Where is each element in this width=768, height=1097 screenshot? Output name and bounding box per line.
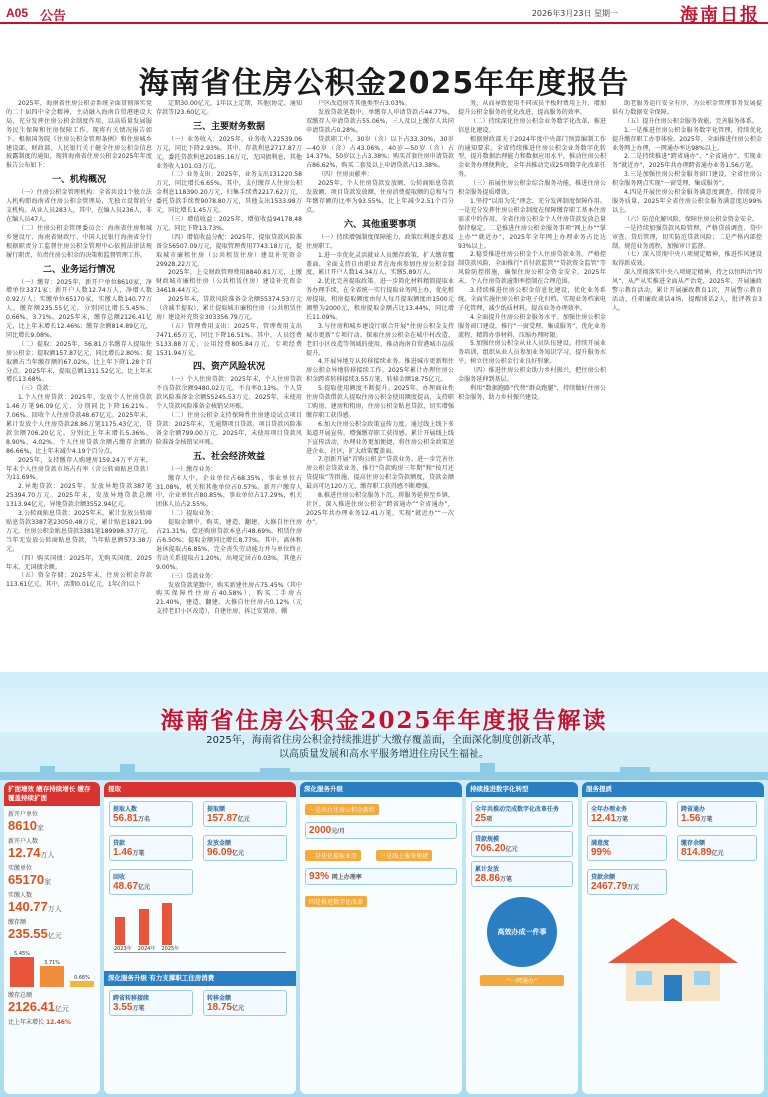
paragraph: 深入贯彻落实中央八项规定精神，持之以恒纠治“四风”，从严从实推进全面从严治党，2025年，开展廉政警示教育活动，累计开展廉政教育1次，开展警示教育活动，任职廉政谈话4场，提醒谈话2人，批评教育3人。	[612, 269, 762, 312]
article-column-1	[6, 100, 152, 670]
stat-label: 新开户人数	[8, 838, 39, 845]
stat-box: 满意度 99%	[587, 835, 667, 861]
section-heading: 四、资产风险状况	[192, 362, 265, 373]
paragraph: （二）提取：2025年，56.81万名缴存人提取住房公积金；提取额157.87亿元，同比增长2.80%；提取额占当年缴存额的67.02%，比上年下降1.28个百分点。2025年末，提取总额1311.52亿元，比上年末增长13.68%。	[6, 340, 152, 384]
paragraph: 3.持续推进住房公积金信息化建设，优化业务系统。全面实施住房公积金电子化归档，实现业务档案电子化管理，减少纸质材料，提高业务办理效率。	[458, 287, 606, 312]
panel-digital	[466, 782, 578, 1094]
stat-box: 缴存余额 814.89亿元	[677, 835, 757, 861]
stat-box: 跨省转移接续 3.55万笔	[109, 990, 193, 1016]
paragraph: （一）业务收入：2025年，业务收入22539.06万元，同比下降2.93%。其中，存款利息2717.87万元，委托贷款利息20185.16万元，无国债利息，其他业务收入101.03万元。	[156, 135, 302, 170]
page-header	[0, 0, 768, 24]
panel-heading: 扩面增效 缴存持续增长 缴存覆盖持续扩面	[4, 782, 100, 806]
paragraph: （二）住房公积金支持保障性住房建设试点项目贷款：2025年末，无逾期项目贷款。项目贷款风险准备金余额799.00万元。2025年，未使用项目贷款风险准备金核销呆坏账。	[156, 412, 302, 446]
paragraph: 2.异地贷款：2025年，发放异地贷款387笔25394.70万元。2025年末，发放异地贷款总额1313.94亿元，异地贷款余额3552.94亿元。	[6, 483, 152, 509]
stat-box: 发放金额 96.09亿元	[203, 835, 287, 861]
paragraph: 1.个人住房贷款：2025年，发放个人住房贷款1.46万笔96.09亿元，分别同比下降16.21%、7.06%。回收个人住房贷款48.67亿元。2025年末，累计发放个人住房贷款28.86万笔1175.43亿元，贷款余额706.20亿元，分别比上年末增长5.36%、8.90%、4.02%。个人住房贷款余额占缴存余额的86.66%，比上年末减少4.19个百分点。	[6, 394, 152, 455]
stat-label: 实缴单位	[8, 865, 33, 872]
paragraph: 利用“数据跑路”代替“群众跑腿”，持续做好住房公积金服务，助力乡村振兴建设。	[458, 385, 606, 401]
bar-label: 2025年	[161, 946, 180, 952]
service-seal: 高效办成一件事	[487, 897, 557, 967]
stat-box: 回收 48.67亿元	[109, 869, 193, 895]
paragraph: 2.优化完善提取政策。进一步简化材料精简提取业务办理手续，在全省统一实行提取业务网上办，优化租房提取，租房提取额度由每人每月提取额度由1500元调整为2000元，租房提取金额占比13.44%，同比增长11.09%。	[306, 278, 454, 321]
section-heading: 五、社会经济效益	[192, 451, 265, 462]
stat-box: 全年共推动完成数字化改革任务 25项	[471, 801, 573, 827]
stat-label: 实缴人数	[8, 892, 33, 899]
stat-value: 235.55亿元	[8, 926, 62, 941]
stat-box: 2000元/月	[305, 822, 457, 839]
bar-label: 2024年	[137, 946, 156, 952]
bar-label: 3.71%	[44, 960, 60, 966]
paragraph: 1.进一步优化灵活就业人员缴存政策，扩大缴存覆盖面，全面支持自由职业者在海南参加住房公积金制度，累计开户人数14.34万人，实缴5.89万人。	[306, 251, 454, 277]
paragraph: 7.创新开展“首购公积金”贷款业务。进一步完善住房公积金贷款业务，推行“贷款购房三年期”和“按月还贷提取”等措施，提高住房公积金贷款额度，贷款金额最高可达120万元，缴存职工获得感不断增强。	[306, 456, 454, 491]
stat-value: 12.74万人	[8, 845, 55, 860]
paragraph: 8.推进住房公积金服务下沉。将服务延伸至乡镇、社区，深入推进住房公积金“跨省通办”“全省通办”，2025年共办理业务12.41万笔，实现“就近办”“一次办”。	[306, 492, 454, 526]
paragraph: 3.公转商贴息贷款：2025年末，累计发放公转商贴息贷款3387笔23050.48万元，累计贴息1821.99万元。住房公积金贴息贷款3381笔189998.37万元，当年无发放公转商贴息贷款，当年贴息额573.38万元。	[6, 510, 152, 553]
section-name: 公告	[40, 9, 67, 24]
paragraph: 4.全面提升住房公积金服务水平。加强住房公积金服务窗口建设，推行“一窗受理、集成服务”，优化业务流程，精简办事材料，压缩办理时限。	[458, 313, 606, 339]
item-tag: “一网通办”	[480, 975, 564, 986]
paragraph: （四）推进住房公积金助力乡村振兴，把住房公积金服务延伸到基层。	[458, 367, 606, 384]
paragraph: （一）缴存业务：	[168, 465, 217, 473]
bar	[40, 966, 64, 987]
paragraph: 定期30.00亿元，1年以上定期，其他(协定、通知存款等)23.60亿元。	[156, 100, 302, 116]
growth-bars	[10, 947, 94, 987]
paragraph: 1.坚持“以用为先”理念，充分发挥制度保障作用。一是充分发挥住房公积金制度在保障缴存职工基本住房需求中的作用，全省住房公积金个人住房贷款发放总量保持稳定。二是推进住房公积金服务事项“网上办”“掌上办”“就近办”，2025年全年网上办理业务占比达93%以上。	[458, 197, 606, 250]
stat-value: 65170家	[8, 872, 52, 887]
stat-value: 2126.41亿元	[8, 999, 69, 1014]
paragraph: （三）拓展住房公积金综合服务功能，推进住房公积金服务提质增效。	[458, 180, 606, 197]
article-column-5	[612, 100, 762, 670]
subtitle-line-2: 以高质量发展和高水平服务增进住房民生福祉。	[279, 749, 489, 760]
paragraph: 3.三是加强住房公积金服务窗口建设，全省住房公积金服务网点实现“一窗受理、集成服务”。	[612, 171, 762, 188]
item-tag: 四是推进数字化改革	[305, 896, 367, 907]
stat-label: 比上年末增长 12.46%	[8, 1019, 71, 1026]
bar	[139, 909, 149, 945]
paragraph: 发放贷款笔数中，购买新建住房占75.45%（其中购买保障性住房占40.58%），购买二手房占21.40%，建造、翻建、大修自住住房占0.12%（元支持老旧小区改造），自建住房、拆迁安置房、棚	[156, 581, 302, 616]
paragraph: （三）贷款业务：	[168, 572, 217, 580]
stat-value: 140.77万人	[8, 899, 62, 914]
paragraph: （二）持续深化住房公积金业务数字化改革，推进信息化建设。	[458, 117, 606, 134]
infographic-title: 海南省住房公积金2025年年度报告解读	[160, 707, 608, 734]
article-column-2	[156, 100, 302, 670]
paragraph: 2025年末，贷款风险准备金余额55374.53万元（含减半提取），累计提取城市廉租住房（公共租赁住房）建设补充资金303356.79万元。	[156, 296, 302, 321]
bar-label: 0.66%	[74, 975, 90, 981]
paragraph: （二）住房公积金管理委员会：海南省住房和城乡建设厅、海南省财政厅、中国人民银行海南省分行根据职责分工监督住房公积金管理中心依照法律法规履行职责，负责住房公积金的决策和监督管理工作。	[6, 224, 152, 259]
paragraph: 6.加大住房公积金政策宣传力度。通过线上线下多渠道开展宣传，增强缴存职工获得感。累计开展线上线下宣传活动，办理业务更加便捷，将住房公积金政策送进企业、社区，扩大政策覆盖面。	[306, 420, 454, 455]
paragraph: 2025年，上交财政管理费用8840.81万元，上缴财政城市廉租住房（公共租赁住房）建设补充资金34618.44万元。	[156, 269, 302, 295]
paragraph: （五）资金存储：2025年末，住房公积金存款113.61亿元。其中，活期0.01亿元，1年(含)以下	[6, 572, 152, 589]
stat-value: 8610家	[8, 818, 44, 833]
paragraph: 2025年，个人住房贷款发放额、公转商贴息贷款发放额、项目贷款发放额、住房消费提取额的总和与当年缴存额的比率为93.55%，比上年减少2.51个百分点。	[306, 180, 454, 214]
paragraph: （一）住房公积金管理机构：全省共设1个独立法人机构即海南省住房公积金管理局，无独立设置的分支机构。从业人员283人，其中，在编人员236人，非在编人员47人。	[6, 189, 152, 223]
city-skyline-icon	[0, 760, 768, 780]
paragraph: （四）购买国债：2025年，无购买国债。2025年末，无国债余额。	[6, 554, 152, 571]
paragraph: 贷款职工中，30岁（含）以下占33.30%，30岁—40岁（含）占43.06%，40岁—50岁（含）占14.37%，50岁以上占3.38%；购买首套住房申请贷款占86.62%，购买二套及以上申请贷款占13.38%。	[306, 135, 454, 170]
stat-box: 贷款规模 706.20亿元	[471, 831, 573, 857]
infographic	[0, 672, 768, 1097]
paragraph: 5.加强住房公积金从业人员队伍建设。持续开展业务培训，组织从业人员参加业务知识学习，提升服务水平，树立住房公积金行业良好形象。	[458, 340, 606, 366]
bar-label: 2023年	[114, 946, 132, 952]
bar-label: 5.45%	[14, 951, 30, 957]
paragraph: 提取金额中，购买、建造、翻建、大修自住住房占21.31%，偿还购房贷款本息占48.69%，租赁住房占6.50%；提取金额同比增长8.77%，其中，离休和退休提取占6.85%，完全丧失劳动能力并与单位终止劳动关系提取占1.20%，出境定居占0.03%，其他占9.00%。	[156, 519, 302, 571]
panel-quality	[582, 782, 764, 1094]
paragraph: （三）贷款：	[18, 385, 55, 393]
stat-box: 转移金额 18.75亿元	[203, 990, 287, 1016]
stat-box: 全年办理业务 12.41万笔	[587, 801, 667, 827]
item-tag: 一是出台住房公积金新政	[305, 804, 379, 815]
paragraph: （二）提取业务：	[168, 510, 217, 518]
paragraph: 助老服务运行安全有序，为公积金管理事务发展提供有力数据安全保障。	[612, 100, 762, 116]
stat-box: 累计发放 28.86万笔	[471, 861, 573, 887]
stat-label: 缴存额	[8, 919, 27, 926]
paragraph: （五）管理费用支出：2025年，管理费用支出7471.65万元，同比下降16.51%。其中，人员经费5133.88万元，公用经费805.84万元，专项经费1531.94万元。	[156, 322, 302, 357]
panel-heading: 提取	[104, 782, 296, 797]
house-icon	[598, 913, 748, 1003]
stat-box: 跨省通办 1.56万笔	[677, 801, 757, 827]
newspaper-logo: 海南日报	[680, 5, 760, 26]
panel-service	[300, 782, 462, 1094]
paragraph: （二）业务支出：2025年，业务支出131220.58万元，同比增长6.65%。其中，支付缴存人住房公积金利息118390.20万元，归集手续费2217.62万元，委托贷款手续费9078.80万元，其他支出1533.98万元，同比增长1.45万元。	[156, 171, 302, 215]
article-column-3	[306, 100, 454, 670]
bar	[115, 917, 125, 945]
panel-heading: 服务提质	[582, 782, 764, 797]
year-bar-chart	[114, 903, 286, 953]
subtitle-line-1: 2025年，海南省住房公积金持续推进扩大缴存覆盖面，全面深化制度创新改革，	[206, 735, 562, 746]
paragraph: （六）防范化解风险，保障住房公积金资金安全。	[624, 215, 759, 223]
paragraph: 发放贷款笔数中，单缴存人申请贷款占44.77%，双缴存人申请贷款占55.06%，三人及以上缴存人共同申请贷款占0.28%。	[306, 108, 454, 134]
item-tag: 二是优化提取业务	[305, 850, 361, 861]
stat-label: 新开户单位	[8, 811, 39, 818]
stat-box: 提取人数 56.81万名	[109, 801, 193, 827]
stat-box: 贷款 1.46万笔	[109, 835, 193, 861]
section-heading: 二、业务运行情况	[42, 264, 115, 275]
paragraph: 2025年，支持缴存人购建房159.24万平方米，年末个人住房贷款市场占有率（含公转商贴息贷款）为11.69%。	[6, 456, 152, 482]
stat-box: 提取额 157.87亿元	[203, 801, 287, 827]
panel-heading: 持续推进数字化转型	[466, 782, 578, 797]
paragraph: （七）深入贯彻中央八项规定精神，推进作风建设取得新成效。	[612, 251, 762, 268]
panel-heading: 深化服务升级	[300, 782, 462, 797]
paragraph: （四）增值收益分配：2025年，提取贷款风险准备金56507.09万元，提取管理费用7743.18万元，提取城市廉租住房（公共租赁住房）建设补充资金29928.22万元。	[156, 233, 302, 268]
paragraph: 4.开展异地互认转移接续业务。推进城市更新和住房公积金异地转移接续工作。2025年累计办理住房公积金跨省转移接续3.55万笔，转移金额18.75亿元。	[306, 358, 454, 384]
paragraph: （一）缴存：2025年，新开户单位8610家，净增单位3371家；新开户人数12.74万人，净增人数0.92万人；实缴单位65170家，实缴人数140.77万人，缴存额235.55亿元，分别同比增长5.45%、0.66%、3.71%。2025年末，缴存总额2126.41亿元，比上年末增长12.46%；缴存余额814.89亿元，同比增长9.08%。	[6, 278, 152, 339]
section-heading: 六、其他重要事项	[343, 219, 416, 230]
stat-label: 缴存总额	[8, 992, 33, 999]
paragraph: 缴存人中，企业单位占68.35%，事业单位占31.08%，机关和其他单位占0.57%。新开户缴存人中，企业单位占80.85%，事业单位占17.29%，机关团体人员占2.55%。	[156, 474, 302, 509]
bar	[162, 903, 172, 945]
paragraph: 1.一是推进住房公积金服务数字化管理，持续优化提升缴存职工办事体验。2025年，全面推进住房公积金业务网上办理，一网通办率达98%以上。	[612, 126, 762, 152]
paragraph: 3.与住房和城乡建设厅联合开展“住房公积金支持城市更新”专项行动。探索住房公积金在城中村改造、老旧小区改造等领域的使用，推动海南自贸港城市品质提升。	[306, 322, 454, 357]
paragraph: 2.稳妥推进住房公积金个人住房贷款业务。严格控制贷款风险，全面推行“首付款监管”“贷款资金监管”等风险防控措施，确保住房公积金资金安全。2025年末，个人住房贷款逾期率控制在合理范围。	[458, 251, 606, 286]
paragraph: （一）持续增强制度保障能力，政策红利逐步惠及住房职工。	[306, 233, 454, 250]
paragraph: 务，从而导致使用不同成员平板时费用上升，增加提升公积金服务的优化改进，提高服务的效率。	[458, 100, 606, 116]
paragraph: 根据财政部关于2024年度中央部门预算编制工作的通知要求，全省持续推进住房公积金业务数字化转型，提升数据治理能力和数据应用水平，推动住房公积金业务办理便利化，全年共推动完成25项数字化改革任务。	[458, 135, 606, 179]
paragraph: 一是持续加强贷款风险管理，严格贷前调查、贷中审查、贷后管理，切实防范贷款风险；二是严格内部控制，规范业务流程，加强审计监督。	[612, 224, 762, 250]
report-title: 海南省住房公积金2025年年度报告	[138, 66, 630, 101]
paragraph: 户区改造房等其他类型占3.03%。	[318, 100, 411, 107]
paragraph: （一）个人住房贷款：2025年末，个人住房贷款不良贷款余额9480.02万元，不良率0.13%。个人贷款风险准备金余额55245.53万元。2025年，未使用个人贷款风险准备金核销呆坏账。	[156, 376, 302, 411]
panel-deposit	[4, 782, 100, 1094]
panel-withdraw-loan	[104, 782, 296, 1094]
paragraph: （四）住房贡献率：	[318, 171, 373, 179]
bar	[70, 981, 94, 987]
stat-box: 贷款余额 2467.79万元	[587, 869, 667, 895]
paragraph: 5.提取使用额度不断提升。2025年，办理商业性住房贷款借款人提取住房公积金使用额度提高，支持职工购房、建房和租房，住房公积金贴息贷款，切实增强缴存职工获得感。	[306, 385, 454, 419]
article-column-4	[458, 100, 606, 670]
paragraph: 4.四是开展住房公积金服务满意度调查，持续提升服务质量，2025年全省住房公积金服务满意度达99%以上。	[612, 189, 762, 214]
paragraph: （五）提升住房公积金服务效能，完善服务体系。	[624, 117, 759, 125]
paragraph: 2.二是持续推进“跨省通办”、“全省通办”，实现业务“就近办”，2025年共办理跨省通办业务1.56万笔。	[612, 153, 762, 170]
paragraph: （三）增值收益：2025年，增值收益94178.48万元，同比下降13.73%。	[156, 215, 302, 232]
stat-box: 93% 网上办理率	[305, 868, 457, 885]
item-tag: 三是线上服务便捷	[376, 850, 432, 861]
issue-date: 2026年3月23日 星期一	[531, 9, 618, 18]
section-heading: 三、主要财务数据	[192, 121, 265, 132]
infographic-subtitle	[0, 734, 768, 762]
intro-paragraph: 2025年，海南省住房公积金系统全面贯彻落实党的二十届四中全会精神，主动融入海南自贸港建设大局，充分发挥住房公积金制度作用，以高质量发展服务民生保障和住房保障工作，现将有关情况报告如下。根据国务院《住房公积金管理条例》和住房城乡建设部、财政部、人民银行关于健全住房公积金信息披露制度的通知，现将海南省住房公积金2025年年度报告公布如下：	[6, 100, 152, 170]
panel-subheading: 深化服务升级 有力支撑职工住房消费	[104, 971, 296, 986]
page-number: A05	[6, 6, 29, 20]
bar	[10, 957, 34, 987]
section-heading: 一、机构概况	[51, 175, 106, 186]
